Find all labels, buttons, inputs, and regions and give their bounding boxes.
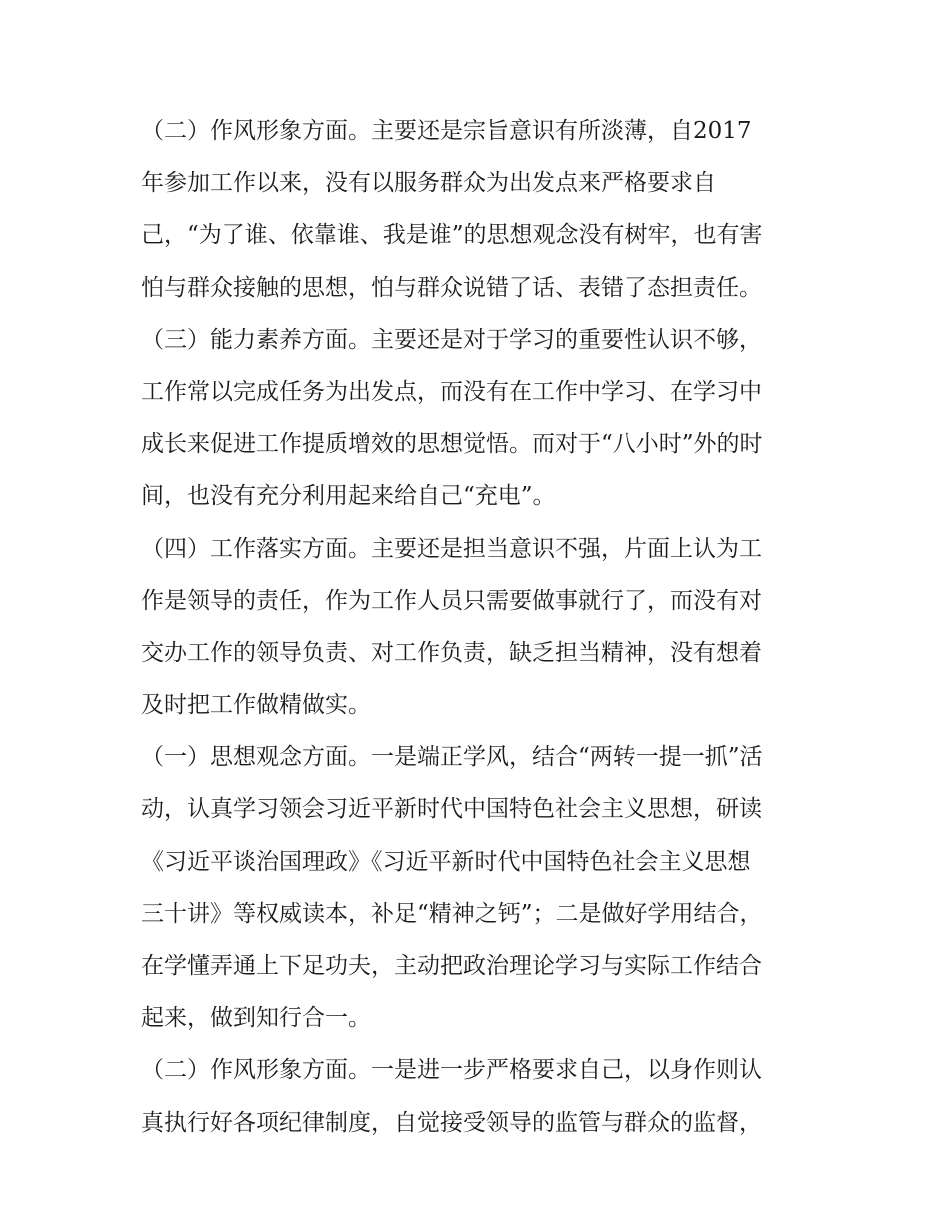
text-line: 工作常以完成任务为出发点，而没有在工作中学习、在学习中 xyxy=(141,378,762,405)
text-line: （三）能力素养方面。主要还是对于学习的重要性认识不够， xyxy=(141,326,762,353)
text-line: 真执行好各项纪律制度，自觉接受领导的监管与群众的监督， xyxy=(141,1109,762,1136)
text-line: 及时把工作做精做实。 xyxy=(141,692,371,719)
text-line: 动，认真学习领会习近平新时代中国特色社会主义思想，研读 xyxy=(141,796,762,823)
text-line: 年参加工作以来，没有以服务群众为出发点来严格要求自 xyxy=(141,170,716,197)
text-line: 交办工作的领导负责、对工作负责，缺乏担当精神，没有想着 xyxy=(141,639,762,666)
paragraph-implementation-issues xyxy=(141,527,813,736)
text-line: 怕与群众接触的思想，怕与群众说错了话、表错了态担责任。 xyxy=(141,274,762,301)
text-line: 在学懂弄通上下足功夫，主动把政治理论学习与实际工作结合 xyxy=(141,953,762,979)
text-line: 起来，做到知行合一。 xyxy=(141,1005,371,1032)
paragraph-work-style-measures xyxy=(141,1048,813,1152)
text-line: 三十讲》等权威读本，补足“精神之钙”；二是做好学用结合， xyxy=(141,900,763,927)
paragraph-work-style-issues xyxy=(141,109,813,318)
document-body xyxy=(141,109,813,1153)
text-line: （一）思想观念方面。一是端正学风，结合“两转一提一抓”活 xyxy=(141,744,763,771)
text-line: 《习近平谈治国理政》《习近平新时代中国特色社会主义思想 xyxy=(141,848,751,875)
text-line: 成长来促进工作提质增效的思想觉悟。而对于“八小时”外的时 xyxy=(141,431,763,458)
text-line: 己，“为了谁、依靠谁、我是谁”的思想观念没有树牢，也有害 xyxy=(141,222,763,249)
paragraph-thinking-measures xyxy=(141,735,813,1048)
text-line: （四）工作落实方面。主要还是担当意识不强，片面上认为工 xyxy=(141,535,762,562)
paragraph-ability-issues xyxy=(141,318,813,527)
text-line: （二）作风形象方面。主要还是宗旨意识有所淡薄，自2017 xyxy=(141,118,752,144)
text-line: （二）作风形象方面。一是进一步严格要求自己，以身作则认 xyxy=(141,1057,762,1084)
text-line: 间，也没有充分利用起来给自己“充电”。 xyxy=(141,483,556,510)
text-line: 作是领导的责任，作为工作人员只需要做事就行了，而没有对 xyxy=(141,587,762,614)
